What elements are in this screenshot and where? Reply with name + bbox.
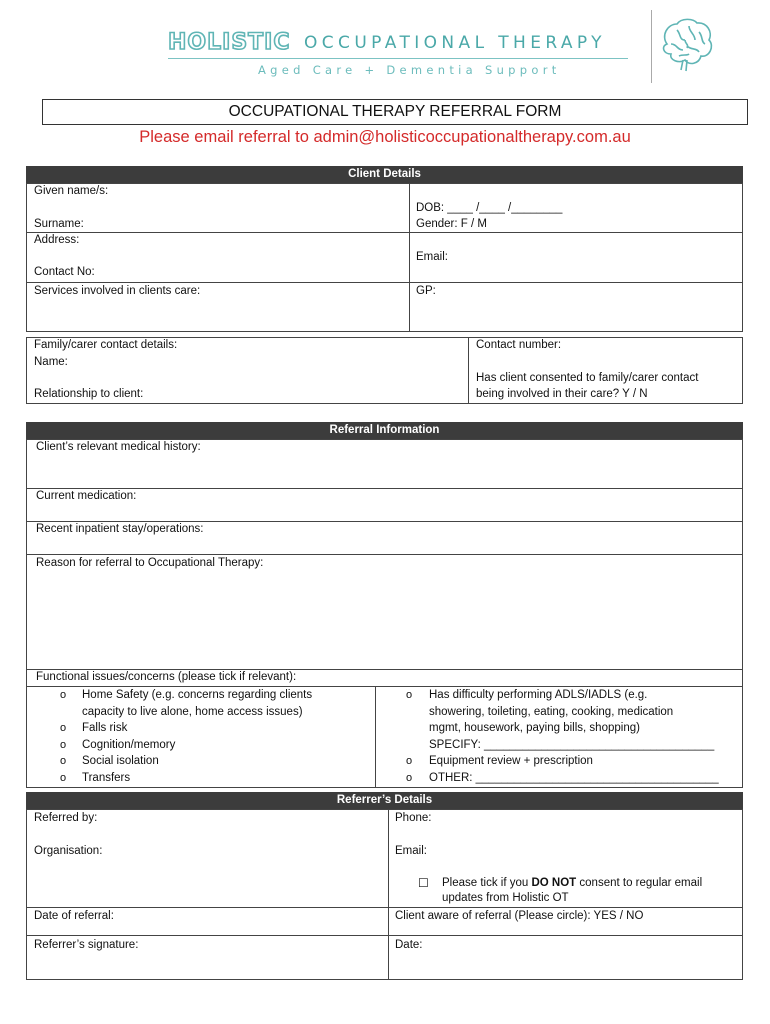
table-divider <box>26 935 743 936</box>
functional-issues-label: Functional issues/concerns (please tick if relevant): <box>36 671 297 683</box>
contact-no-label: Contact No: <box>34 266 95 278</box>
form-title: OCCUPATIONAL THERAPY REFERRAL FORM <box>42 99 748 125</box>
email-instruction: Please email referral to admin@holisticoccupationaltherapy.com.au <box>139 128 631 146</box>
medical-history-label: Client’s relevant medical history: <box>36 441 201 453</box>
dob-field[interactable]: DOB: ____ /____ /________ <box>416 202 563 214</box>
gender-field[interactable]: Gender: F / M <box>416 218 487 230</box>
table-divider <box>26 554 743 555</box>
table-divider <box>26 669 743 670</box>
list-item: Social isolation <box>82 755 159 767</box>
header-vertical-divider <box>651 10 652 83</box>
phone-label: Phone: <box>395 812 432 824</box>
bullet-icon[interactable]: o <box>406 755 413 767</box>
logo-divider <box>168 58 628 59</box>
table-divider <box>26 488 743 489</box>
family-name-label: Name: <box>34 356 68 368</box>
table-divider <box>26 686 743 687</box>
list-item: Cognition/memory <box>82 739 176 751</box>
organisation-label: Organisation: <box>34 845 103 857</box>
table-divider <box>375 686 376 788</box>
client-details-table <box>26 183 743 332</box>
specify-field[interactable]: SPECIFY: ____________________________________ <box>429 739 715 751</box>
gp-label: GP: <box>416 285 436 297</box>
list-item: showering, toileting, eating, cooking, medication <box>429 706 674 718</box>
referrer-email-label: Email: <box>395 845 427 857</box>
table-divider <box>409 183 410 332</box>
signature-date-label: Date: <box>395 939 423 951</box>
bullet-icon[interactable]: o <box>60 722 67 734</box>
client-aware-field[interactable]: Client aware of referral (Please circle): YES / NO <box>395 910 644 922</box>
bullet-icon[interactable]: o <box>60 755 67 767</box>
list-item: Transfers <box>82 772 131 784</box>
table-divider <box>26 907 743 908</box>
brain-icon <box>655 14 717 76</box>
logo-wordmark-bold: HOLISTIC <box>168 30 291 55</box>
referrer-signature-label: Referrer’s signature: <box>34 939 139 951</box>
consent-question-line1: Has client consented to family/carer contact <box>476 372 699 384</box>
table-divider <box>388 809 389 980</box>
list-item: Equipment review + prescription <box>429 755 593 767</box>
table-divider <box>26 282 743 283</box>
list-item: capacity to live alone, home access issues) <box>82 706 303 718</box>
referral-reason-label: Reason for referral to Occupational Therapy: <box>36 557 264 569</box>
list-item: Has difficulty performing ADLS/IADLS (e.g. <box>429 689 648 701</box>
services-label: Services involved in clients care: <box>34 285 201 297</box>
inpatient-label: Recent inpatient stay/operations: <box>36 523 204 535</box>
list-item: mgmt, housework, paying bills, shopping) <box>429 722 640 734</box>
logo-wordmark-light: OCCUPATIONAL THERAPY <box>304 33 606 53</box>
table-divider <box>26 521 743 522</box>
list-item: Home Safety (e.g. concerns regarding clients <box>82 689 313 701</box>
referrer-details-heading: Referrer’s Details <box>26 792 743 809</box>
referrer-details-table <box>26 809 743 980</box>
date-of-referral-label: Date of referral: <box>34 910 114 922</box>
family-contact-label: Family/carer contact details: <box>34 339 178 351</box>
email-optout-line2: updates from Holistic OT <box>442 892 569 904</box>
bullet-icon[interactable]: o <box>60 772 67 784</box>
other-field[interactable]: OTHER: ______________________________________ <box>429 772 719 784</box>
referral-info-heading: Referral Information <box>26 422 743 439</box>
table-divider <box>26 232 743 233</box>
logo-tagline: Aged Care + Dementia Support <box>258 63 561 77</box>
bullet-icon[interactable]: o <box>406 689 413 701</box>
relationship-label: Relationship to client: <box>34 388 144 400</box>
address-label: Address: <box>34 234 80 246</box>
consent-question-line2[interactable]: being involved in their care? Y / N <box>476 388 648 400</box>
email-optout-line1: Please tick if you DO NOT consent to regular email <box>442 877 703 889</box>
current-medication-label: Current medication: <box>36 490 137 502</box>
bullet-icon[interactable]: o <box>406 772 413 784</box>
referred-by-label: Referred by: <box>34 812 98 824</box>
contact-number-label: Contact number: <box>476 339 562 351</box>
client-details-heading: Client Details <box>26 166 743 183</box>
client-email-label: Email: <box>416 251 448 263</box>
bullet-icon[interactable]: o <box>60 689 67 701</box>
bullet-icon[interactable]: o <box>60 739 67 751</box>
surname-label: Surname: <box>34 218 84 230</box>
given-names-label: Given name/s: <box>34 185 109 197</box>
list-item: Falls risk <box>82 722 128 734</box>
table-divider <box>468 337 469 404</box>
consent-checkbox[interactable]: ☐ <box>418 876 429 890</box>
